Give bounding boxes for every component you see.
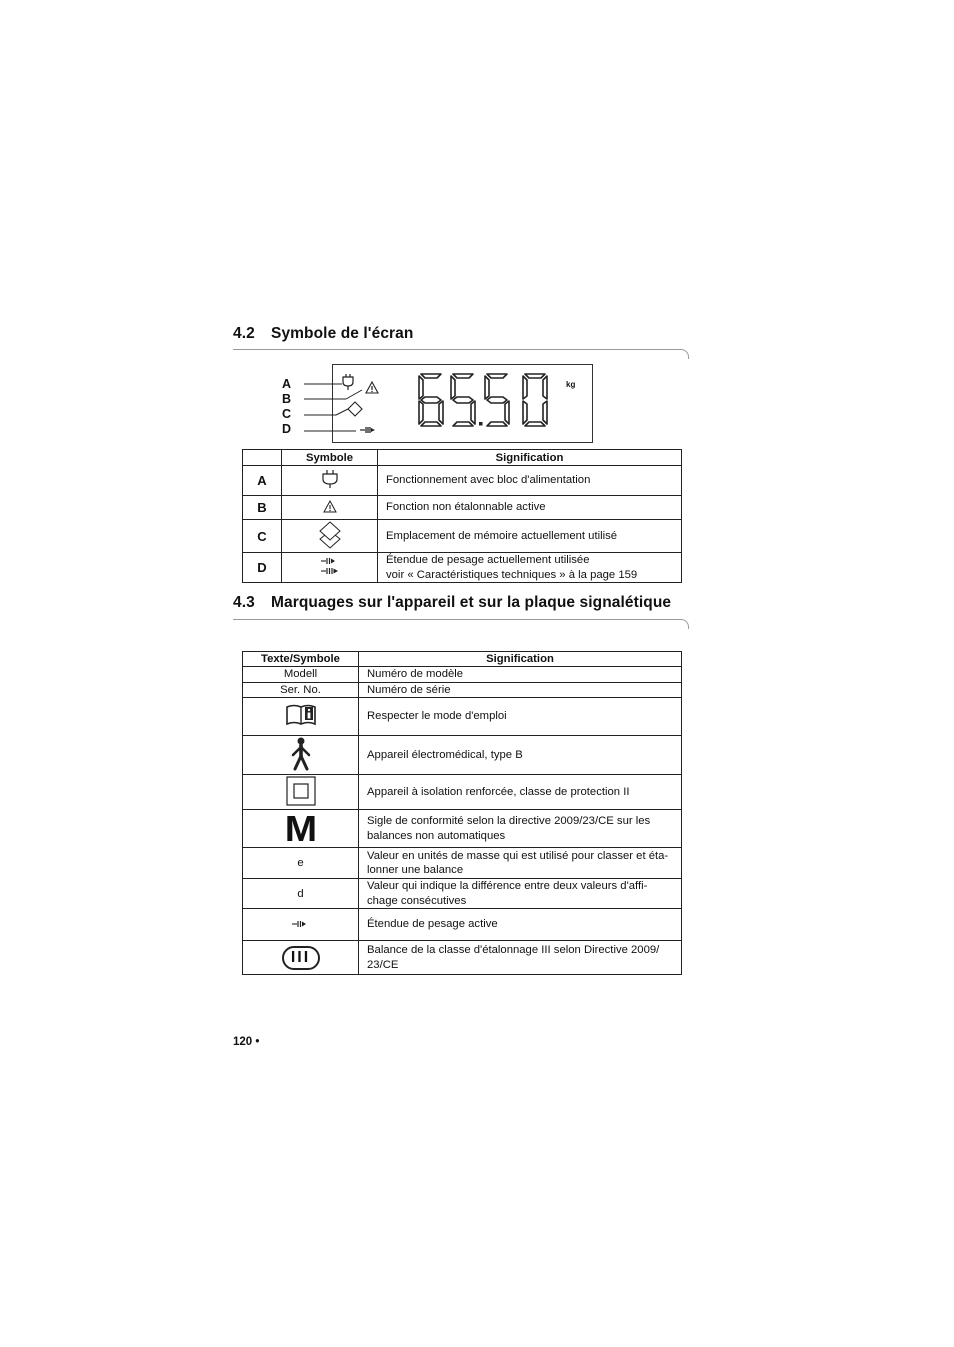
table-row bbox=[243, 848, 682, 879]
lcd-letter-c: C bbox=[282, 407, 292, 421]
table-header-row bbox=[243, 450, 682, 466]
column-header-signification: Signification bbox=[378, 450, 682, 466]
row-symbol bbox=[282, 520, 378, 553]
lcd-warning-triangle-icon bbox=[365, 381, 379, 394]
lcd-weighing-range-icon bbox=[360, 426, 376, 434]
warning-triangle-icon bbox=[323, 500, 337, 513]
double-insulation-square-icon bbox=[286, 776, 316, 806]
row-symbol bbox=[282, 553, 378, 583]
heading-rule-corner bbox=[680, 349, 689, 359]
lcd-letter-b: B bbox=[282, 392, 292, 406]
row-key: D bbox=[243, 553, 282, 583]
row-symbol bbox=[243, 698, 359, 736]
column-header-signification: Signification bbox=[359, 652, 682, 667]
table-row bbox=[243, 941, 682, 975]
row-description: Fonctionnement avec bloc d'alimentation bbox=[378, 466, 682, 496]
row-key: B bbox=[243, 496, 282, 520]
table-header-row bbox=[243, 652, 682, 667]
table-row bbox=[243, 466, 682, 496]
table-row bbox=[243, 682, 682, 698]
device-markings-table bbox=[242, 651, 682, 975]
metrology-m-icon: M bbox=[284, 807, 317, 849]
accuracy-class-iii-icon: III bbox=[282, 946, 320, 970]
column-header-symbole: Symbole bbox=[282, 450, 378, 466]
row-description: Respecter le mode d'emploi bbox=[359, 698, 682, 736]
row-description: Étendue de pesage active bbox=[359, 909, 682, 941]
column-header-key bbox=[243, 450, 282, 466]
row-description: Étendue de pesage actuellement utilisée voir « Caractéristiques techniques » à la page 159 bbox=[378, 553, 682, 583]
row-symbol bbox=[243, 775, 359, 810]
row-symbol bbox=[243, 736, 359, 775]
row-description: Valeur en unités de masse qui est utilisé pour classer et éta- lonner une balance bbox=[359, 848, 682, 879]
table-row bbox=[243, 775, 682, 810]
lcd-seven-segment-digits bbox=[415, 370, 565, 430]
column-header-texte-symbole: Texte/Symbole bbox=[243, 652, 359, 667]
row-symbol-text: e bbox=[243, 848, 359, 879]
row-description: Fonction non étalonnable active bbox=[378, 496, 682, 520]
type-b-person-icon bbox=[290, 737, 312, 771]
lcd-memory-diamond-icon bbox=[346, 401, 364, 417]
section-title: Marquages sur l'appareil et sur la plaque signalétique bbox=[271, 594, 672, 611]
row-description: Emplacement de mémoire actuellement utilisé bbox=[378, 520, 682, 553]
table-row bbox=[243, 496, 682, 520]
weighing-range-icon bbox=[320, 557, 340, 575]
heading-rule bbox=[233, 619, 681, 620]
lcd-letter-d: D bbox=[282, 422, 292, 436]
row-symbol bbox=[243, 807, 359, 849]
instruction-manual-icon bbox=[285, 703, 317, 727]
lcd-unit: kg bbox=[566, 380, 576, 389]
row-key: C bbox=[243, 520, 282, 553]
section-number: 4.3 bbox=[233, 594, 255, 611]
page-number: 120 • bbox=[233, 1036, 260, 1048]
heading-rule-corner bbox=[680, 619, 689, 629]
row-description: Valeur qui indique la différence entre deux valeurs d'affi- chage consécutives bbox=[359, 879, 682, 909]
section-title: Symbole de l'écran bbox=[271, 325, 414, 342]
table-row bbox=[243, 810, 682, 848]
screen-symbols-table bbox=[242, 449, 682, 583]
row-key: A bbox=[243, 466, 282, 496]
table-row bbox=[243, 667, 682, 683]
row-symbol bbox=[243, 909, 359, 941]
table-row bbox=[243, 879, 682, 909]
row-description: Balance de la classe d'étalonnage III selon Directive 2009/ 23/CE bbox=[359, 941, 682, 975]
row-description: Appareil à isolation renforcée, classe de protection II bbox=[359, 775, 682, 810]
row-symbol bbox=[282, 496, 378, 520]
section-heading-4-3 bbox=[233, 594, 671, 612]
table-row bbox=[243, 698, 682, 736]
row-symbol-text: d bbox=[243, 879, 359, 909]
section-heading-4-2 bbox=[233, 325, 413, 343]
row-description: Numéro de série bbox=[359, 682, 682, 698]
plug-icon bbox=[321, 469, 339, 489]
row-symbol bbox=[243, 941, 359, 975]
weighing-range-icon bbox=[291, 920, 311, 928]
row-description: Appareil électromédical, type B bbox=[359, 736, 682, 775]
table-row bbox=[243, 553, 682, 583]
memory-diamond-icon bbox=[317, 521, 343, 549]
row-symbol-text: Modell bbox=[243, 667, 359, 683]
row-symbol bbox=[282, 466, 378, 496]
row-description: Sigle de conformité selon la directive 2009/23/CE sur les balances non automatiques bbox=[359, 810, 682, 848]
table-row bbox=[243, 909, 682, 941]
row-symbol-text: Ser. No. bbox=[243, 682, 359, 698]
table-row bbox=[243, 736, 682, 775]
row-description: Numéro de modèle bbox=[359, 667, 682, 683]
section-number: 4.2 bbox=[233, 325, 255, 342]
heading-rule bbox=[233, 349, 681, 350]
table-row bbox=[243, 520, 682, 553]
lcd-letter-a: A bbox=[282, 377, 292, 391]
